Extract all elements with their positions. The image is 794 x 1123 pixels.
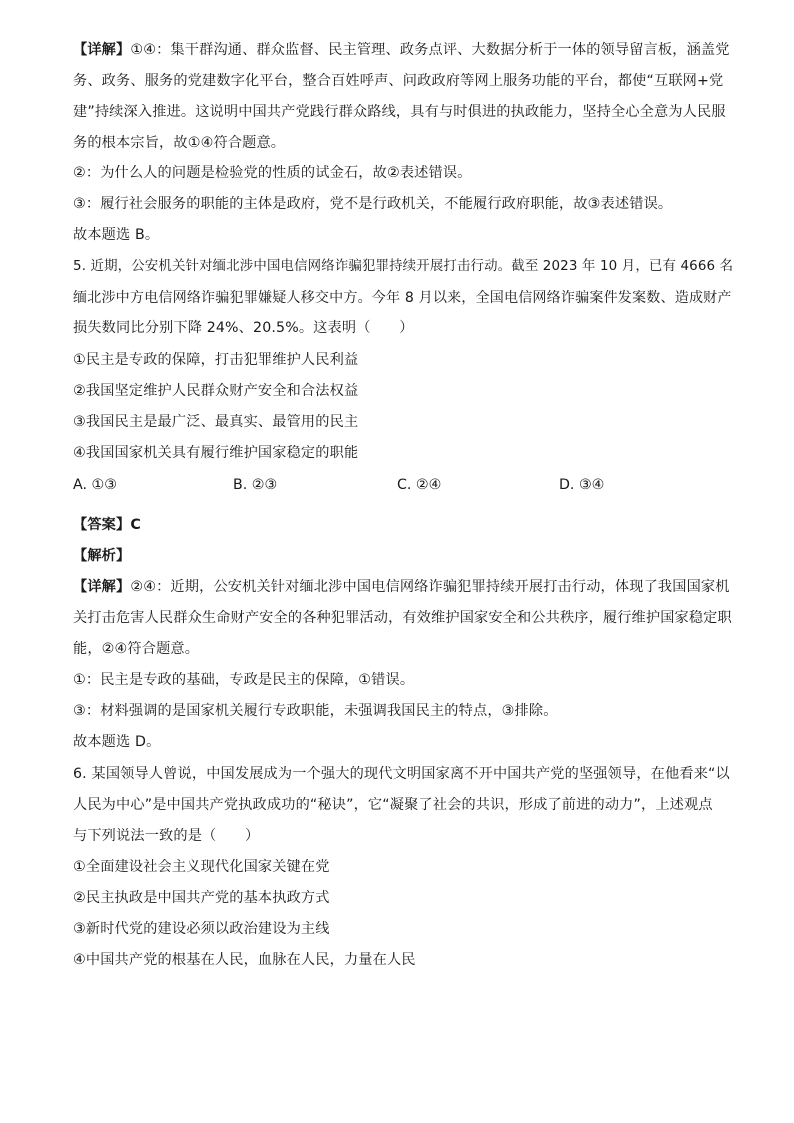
q5-detail-line-3: 能，②④符合题意。 — [73, 641, 200, 657]
q5-statement-1: ①民主是专政的保障，打击犯罪维护人民利益 — [73, 352, 359, 368]
q4-detail-line-3: 建”持续深入推进。这说明中国共产党践行群众路线，具有与时俱进的执政能力，坚持全心全意为人民服 — [73, 104, 726, 120]
q5-point-3: ③：材料强调的是国家机关履行专政职能，未强调我国民主的特点，③排除。 — [73, 703, 558, 719]
q5-stem-line-3: 损失数同比分别下降 24%、20.5%。这表明（ ） — [73, 320, 414, 336]
q5-detail-line-1 — [73, 577, 730, 597]
q5-stem-line-1: 5. 近期，公安机关针对缅北涉中国电信网络诈骗犯罪持续开展打击行动。截至 2023 年 10 月，已有 4666 名 — [73, 259, 734, 274]
q5-option-d: D. ③④ — [559, 477, 605, 493]
q5-stem-line-2: 缅北涉中方电信网络诈骗犯罪嫌疑人移交中方。今年 8 月以来，全国电信网络诈骗案件发案数、造成财产 — [73, 290, 732, 306]
q6-statement-2: ②民主执政是中国共产党的基本执政方式 — [73, 890, 330, 906]
q5-option-b: B. ②③ — [233, 477, 278, 493]
q5-statement-2: ②我国坚定维护人民群众财产安全和合法权益 — [73, 383, 359, 399]
q5-detail-text: ②④：近期，公安机关针对缅北涉中国电信网络诈骗犯罪持续开展打击行动，体现了我国国家机 — [130, 579, 730, 595]
q5-conclusion: 故本题选 D。 — [73, 734, 161, 750]
q4-detail-line-2: 务、政务、服务的党建数字化平台，整合百姓呼声、问政政府等网上服务功能的平台，都使“互联网+党 — [73, 73, 724, 89]
q4-point-3: ③：履行社会服务的职能的主体是政府，党不是行政机关，不能履行政府职能，故③表述错误。 — [73, 196, 673, 212]
q5-option-c: C. ②④ — [397, 477, 442, 493]
q6-stem-line-2: 人民为中心”是中国共产党执政成功的“秘诀”，它“凝聚了社会的共识，形成了前进的动力”，上述观点 — [73, 797, 713, 813]
q6-statement-4: ④中国共产党的根基在人民，血脉在人民，力量在人民 — [73, 952, 416, 968]
q4-detail-line-4: 务的根本宗旨，故①④符合题意。 — [73, 135, 286, 151]
q5-detail-line-2: 关打击危害人民群众生命财产安全的各种犯罪活动，有效维护国家安全和公共秩序，履行维护国家稳定职 — [73, 610, 732, 626]
q6-statement-1: ①全面建设社会主义现代化国家关键在党 — [73, 859, 330, 875]
q6-stem-line-3: 与下列说法一致的是（ ） — [73, 828, 260, 844]
q5-answer: 【答案】C — [73, 517, 141, 533]
q5-statement-4: ④我国国家机关具有履行维护国家稳定的职能 — [73, 445, 359, 461]
q5-statement-3: ③我国民主是最广泛、最真实、最管用的民主 — [73, 414, 359, 430]
q4-conclusion: 故本题选 B。 — [73, 227, 160, 243]
q4-detail-line-1 — [73, 40, 730, 60]
q5-option-a: A. ①③ — [73, 477, 117, 493]
q5-analysis-label: 【解析】 — [73, 548, 131, 564]
q6-stem-line-1: 6. 某国领导人曾说，中国发展成为一个强大的现代文明国家离不开中国共产党的坚强领导，在他看来“以 — [73, 766, 730, 782]
q4-detail-text: ①④：集干群沟通、群众监督、民主管理、政务点评、大数据分析于一体的领导留言板，涵盖党 — [130, 42, 730, 58]
q6-statement-3: ③新时代党的建设必须以政治建设为主线 — [73, 921, 330, 937]
q5-point-1: ①：民主是专政的基础，专政是民主的保障，①错误。 — [73, 672, 415, 688]
detail-label: 【详解】 — [73, 42, 131, 58]
q4-point-2: ②：为什么人的问题是检验党的性质的试金石，故②表述错误。 — [73, 165, 472, 181]
detail-label: 【详解】 — [73, 579, 131, 595]
